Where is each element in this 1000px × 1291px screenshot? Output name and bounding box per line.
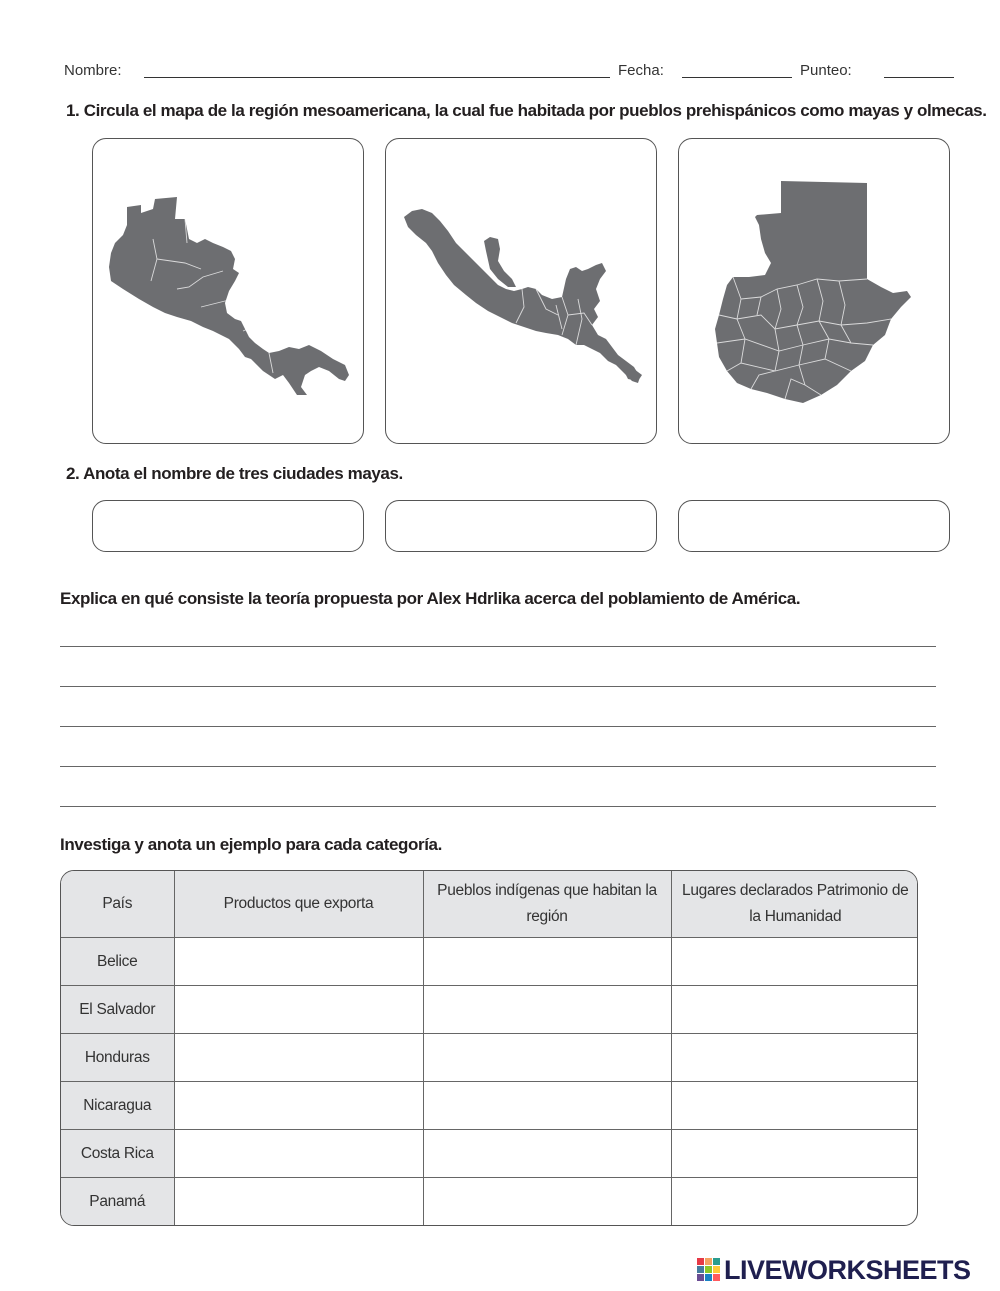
peoples-cell[interactable] (423, 1178, 671, 1225)
question-2: 2. Anota el nombre de tres ciudades mayas. (66, 464, 403, 483)
exports-cell[interactable] (174, 1082, 423, 1130)
map-option-2[interactable] (385, 138, 657, 444)
name-field[interactable] (144, 77, 610, 78)
question-3: Explica en qué consiste la teoría propuesta por Alex Hdrlika acerca del poblamiento de América. (60, 589, 801, 608)
answer-line-5[interactable] (60, 806, 936, 807)
map-option-3[interactable] (678, 138, 950, 444)
exports-cell[interactable] (174, 986, 423, 1034)
exports-cell[interactable] (174, 1130, 423, 1178)
brand-logo (697, 1254, 971, 1286)
answer-line-1[interactable] (60, 646, 936, 647)
country-cell: Panamá (61, 1178, 174, 1225)
header-exports: Productos que exporta (174, 871, 423, 938)
table-row (61, 1034, 918, 1082)
question-1: 1. Circula el mapa de la región mesoamericana, la cual fue habitada por pueblos prehispánicos como mayas y olmecas. (66, 101, 987, 120)
country-cell: Costa Rica (61, 1130, 174, 1178)
peoples-cell[interactable] (423, 986, 671, 1034)
country-cell: Nicaragua (61, 1082, 174, 1130)
heritage-cell[interactable] (671, 1130, 918, 1178)
score-field[interactable] (884, 77, 954, 78)
name-label: Nombre: (64, 62, 122, 79)
answer-line-4[interactable] (60, 766, 936, 767)
peoples-cell[interactable] (423, 938, 671, 986)
heritage-cell[interactable] (671, 938, 918, 986)
answer-line-2[interactable] (60, 686, 936, 687)
header-indigenous-peoples: Pueblos indígenas que habitan la región (423, 871, 671, 938)
country-cell: El Salvador (61, 986, 174, 1034)
heritage-cell[interactable] (671, 1178, 918, 1225)
map-option-1[interactable] (92, 138, 364, 444)
heritage-cell[interactable] (671, 1034, 918, 1082)
heritage-cell[interactable] (671, 1082, 918, 1130)
date-field[interactable] (682, 77, 792, 78)
table-row (61, 986, 918, 1034)
table-row (61, 1178, 918, 1225)
central-america-map-icon (93, 139, 365, 445)
table-row (61, 1130, 918, 1178)
maya-city-input-1[interactable] (92, 500, 364, 552)
country-cell: Belice (61, 938, 174, 986)
date-label: Fecha: (618, 62, 664, 79)
guatemala-map-icon (679, 139, 951, 445)
brand-name: LIVEWORKSHEETS (724, 1254, 971, 1285)
table-header-row (61, 871, 918, 938)
score-label: Punteo: (800, 62, 852, 79)
category-table (60, 870, 918, 1226)
peoples-cell[interactable] (423, 1130, 671, 1178)
peoples-cell[interactable] (423, 1082, 671, 1130)
question-4: Investiga y anota un ejemplo para cada categoría. (60, 835, 442, 854)
maya-city-input-3[interactable] (678, 500, 950, 552)
mesoamerica-map-icon (386, 139, 658, 445)
student-info-row (64, 62, 954, 84)
exports-cell[interactable] (174, 938, 423, 986)
peoples-cell[interactable] (423, 1034, 671, 1082)
exports-cell[interactable] (174, 1178, 423, 1225)
header-country: País (61, 871, 174, 938)
exports-cell[interactable] (174, 1034, 423, 1082)
answer-line-3[interactable] (60, 726, 936, 727)
maya-city-input-2[interactable] (385, 500, 657, 552)
table-row (61, 1082, 918, 1130)
header-heritage-sites: Lugares declarados Patrimonio de la Humanidad (671, 871, 918, 938)
country-cell: Honduras (61, 1034, 174, 1082)
heritage-cell[interactable] (671, 986, 918, 1034)
liveworksheets-logo-icon (697, 1258, 721, 1282)
table-row (61, 938, 918, 986)
